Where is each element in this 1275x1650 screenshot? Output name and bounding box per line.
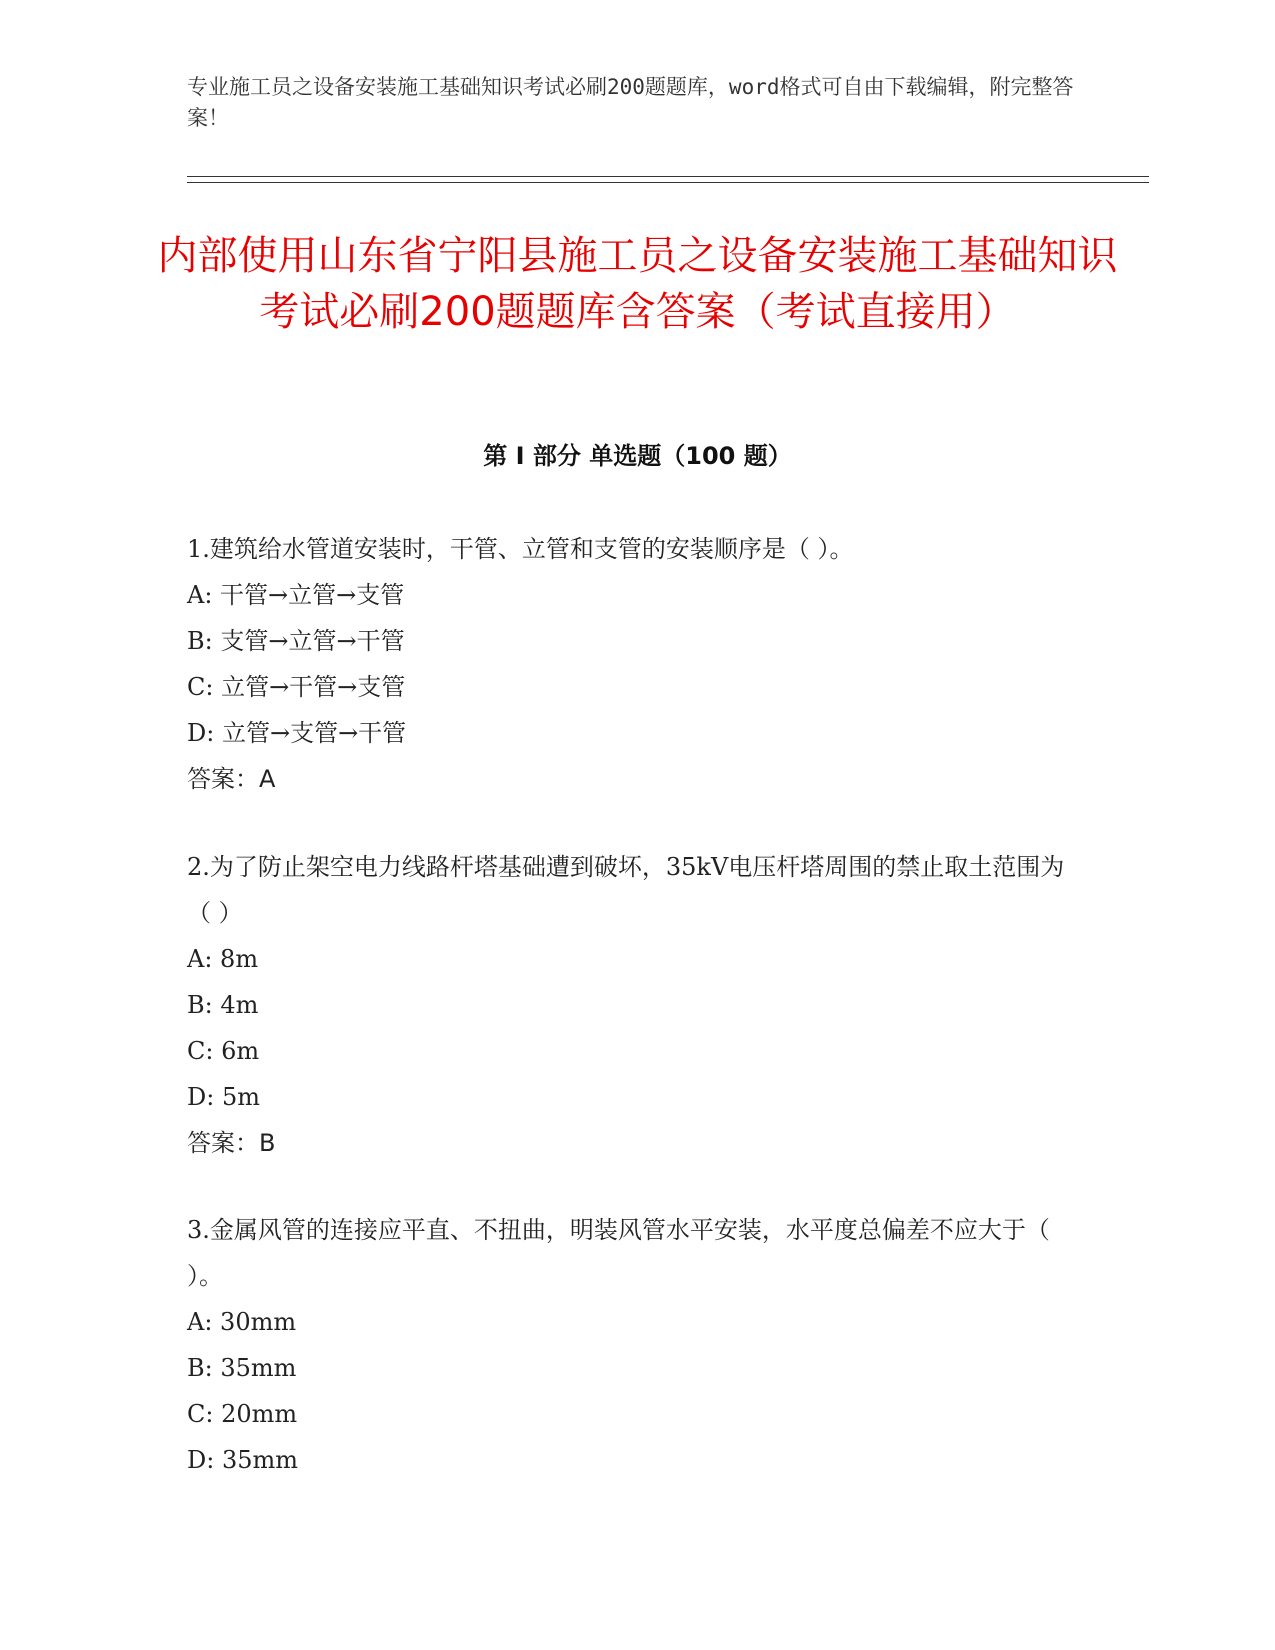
option-d: D: 5m	[187, 1083, 260, 1111]
question-1	[187, 526, 1067, 802]
option-c: C: 20mm	[187, 1400, 298, 1428]
header-divider-top	[187, 176, 1149, 177]
header-note: 专业施工员之设备安装施工基础知识考试必刷200题题库，word格式可自由下载编辑，附完整答案！	[187, 75, 1074, 130]
option-c: C: 6m	[187, 1037, 260, 1065]
section-heading: 第 I 部分 单选题（100 题）	[483, 442, 792, 470]
answer: 答案：A	[187, 765, 276, 793]
header-divider-bottom	[187, 182, 1149, 183]
question-stem: 1.建筑给水管道安装时，干管、立管和支管的安装顺序是（ ）。	[187, 535, 854, 563]
option-a: A: 干管→立管→支管	[187, 581, 405, 609]
option-b: B: 35mm	[187, 1354, 297, 1382]
document-title: 内部使用山东省宁阳县施工员之设备安装施工基础知识考试必刷200题题库含答案（考试直接用）	[157, 233, 1118, 335]
question-stem: 2.为了防止架空电力线路杆塔基础遭到破坏，35kV电压杆塔周围的禁止取土范围为（ ）	[187, 853, 1065, 927]
question-stem: 3.金属风管的连接应平直、不扭曲，明装风管水平安装，水平度总偏差不应大于（ ）。	[187, 1216, 1050, 1290]
question-3	[187, 1207, 1067, 1483]
option-a: A: 8m	[187, 945, 259, 973]
option-d: D: 立管→支管→干管	[187, 719, 407, 747]
question-2	[187, 844, 1067, 1166]
option-c: C: 立管→干管→支管	[187, 673, 406, 701]
answer: 答案：B	[187, 1129, 276, 1157]
option-a: A: 30mm	[187, 1308, 297, 1336]
option-b: B: 4m	[187, 991, 259, 1019]
option-d: D: 35mm	[187, 1446, 299, 1474]
option-b: B: 支管→立管→干管	[187, 627, 405, 655]
